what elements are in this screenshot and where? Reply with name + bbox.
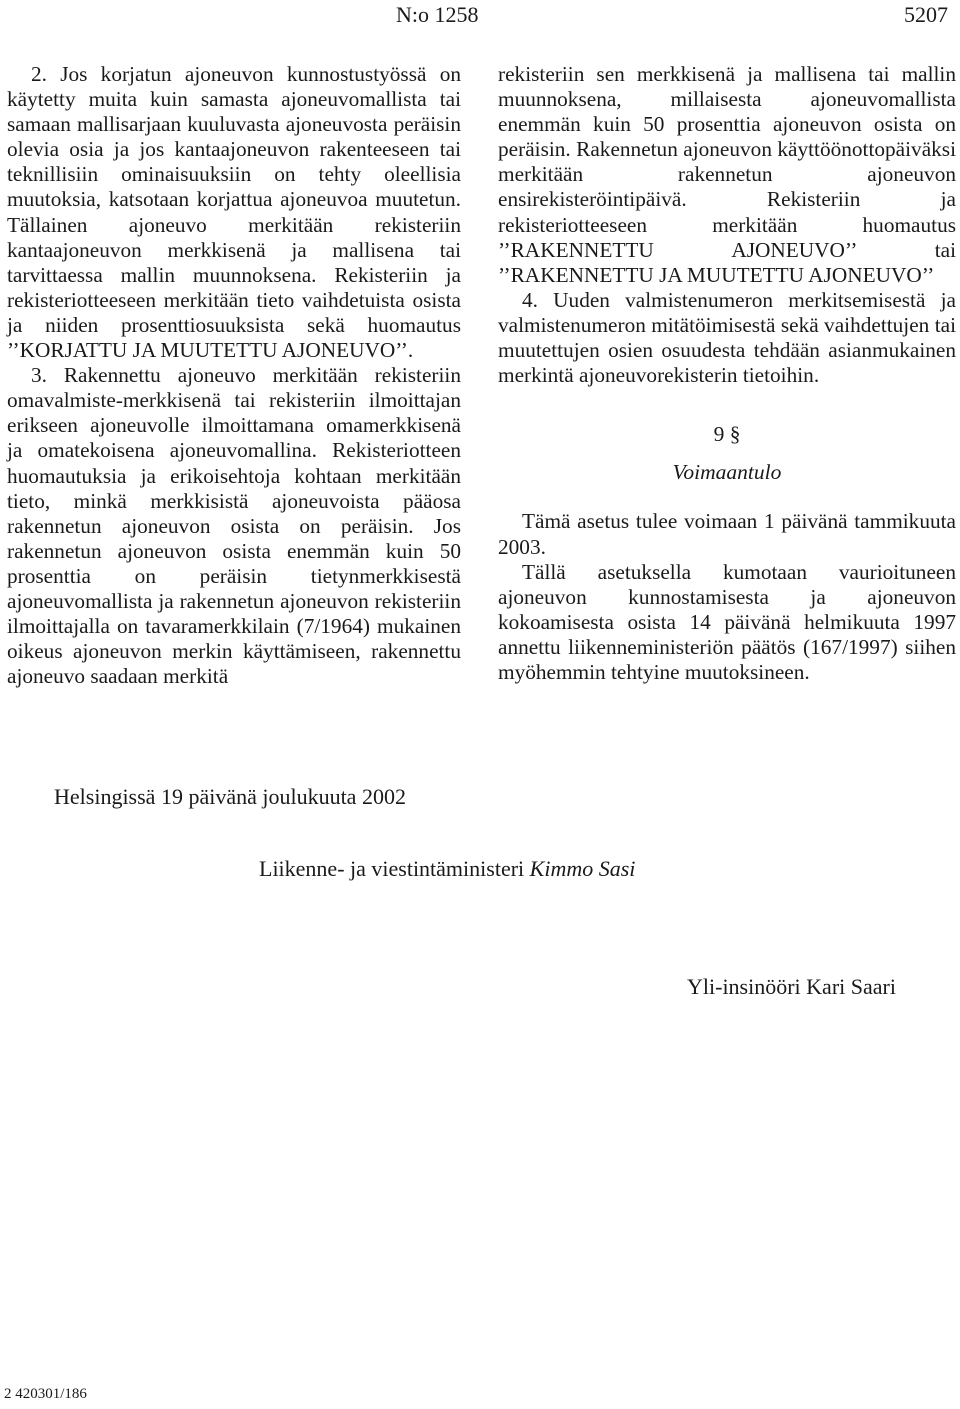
paragraph-3-continued: rekisteriin sen merkkisenä ja mallisena tai mallin muunnoksena, millaisesta ajoneuvomallista enemmän kuin 50 prosenttia ajoneuvon osista on peräisin. Rakennetun ajoneuvon käyttöönottopäiväksi merkitään rakennetun ajoneuvon ensirekisteröintipäivä. Rekisteriin ja rekisteriotteeseen merkitään huomautus ’’RAKENNETTU AJONEUVO’’ tai ’’RAKENNETTU JA MUUTETTU AJONEUVO’’ [498, 62, 956, 287]
page-header-number: 5207 [904, 2, 948, 27]
paragraph-repeal: Tällä asetuksella kumotaan vaurioituneen ajoneuvon kunnostamisesta ja ajoneuvon kokoamisesta osista 14 päivänä helmikuuta 1997 annettu liikenneministeriön päätös (167/1997) siihen myöhemmin tehtyine muutoksineen. [498, 559, 956, 684]
minister-name: Kimmo Sasi [529, 856, 636, 881]
minister-title: Liikenne- ja viestintäministeri [259, 856, 525, 881]
page-header-issue: N:o 1258 [396, 2, 479, 27]
minister-signature [259, 856, 635, 882]
footer-code: 2 420301/186 [4, 1386, 87, 1402]
left-column [7, 62, 461, 689]
section-number: 9 § [713, 422, 741, 447]
paragraph-2: 2. Jos korjatun ajoneuvon kunnostustyössä on käytetty muita kuin samasta ajoneuvomallista tai samaan mallisarjaan kuuluvasta ajoneuvosta peräisin olevia osia ja jos kantaajoneuvon rakenteeseen tai teknillisiin ominaisuuksiin on tehty oleellisia muutoksia, katsotaan korjattua ajoneuvoa muutetun. Tällainen ajoneuvo merkitään rekisteriin kantaajoneuvon merkkisenä ja mallisena tai tarvittaessa mallin muunnoksena. Rekisteriin ja rekisteriotteeseen merkitään tieto vaihdetuista osista ja niiden prosenttiosuuksista sekä huomautus ’’KORJATTU JA MUUTETTU AJONEUVO’’. [7, 62, 461, 363]
section-title: Voimaantulo [672, 460, 782, 485]
paragraph-entry-into-force: Tämä asetus tulee voimaan 1 päivänä tammikuuta 2003. [498, 509, 956, 559]
place-and-date: Helsingissä 19 päivänä joulukuuta 2002 [54, 784, 406, 809]
paragraph-4: 4. Uuden valmistenumeron merkitsemisestä ja valmistenumeron mitätöimisestä sekä vaihdettujen tai muutettujen osien osuudesta tehdään asianmukainen merkintä ajoneuvorekisterin tietoihin. [498, 287, 956, 388]
paragraph-3: 3. Rakennettu ajoneuvo merkitään rekisteriin omavalmiste-merkkisenä tai rekisteriin ilmoittajan erikseen ajoneuvolle ilmoittamana omamerkkisenä ja omatekoisena ajoneuvomallina. Rekisteriotteen huomautuksia ja erikoisehtoja kohtaan merkitään tieto, minkä merkkisistä ajoneuvoista pääosa rakennetun ajoneuvon osista on peräisin. Jos rakennetun ajoneuvon osista enemmän kuin 50 prosenttia on peräisin tietynmerkkisestä ajoneuvomallista ja rakennetun ajoneuvon rekisteriin ilmoittajalla on tavaramerkkilain (7/1964) mukainen oikeus ajoneuvon merkin käyttämiseen, rakennettu ajoneuvo saadaan merkitä [7, 363, 461, 689]
engineer-signature: Yli-insinööri Kari Saari [687, 974, 896, 999]
right-column [498, 62, 956, 685]
